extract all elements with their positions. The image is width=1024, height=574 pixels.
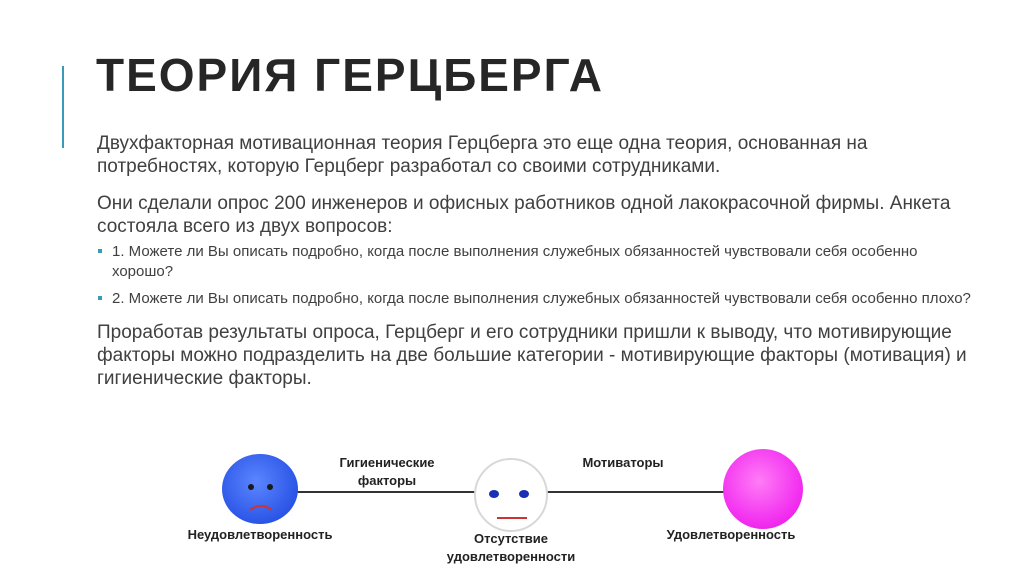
no-satisfaction-label: [421, 530, 601, 566]
question-item: [97, 289, 977, 309]
slide-title: ТЕОРИЯ ГЕРЦБЕРГА: [96, 49, 605, 101]
question-text: 1. Можете ли Вы описать подробно, когда после выполнения служебных обязанностей чувствовали себя особенно хорошо?: [112, 243, 918, 280]
motivators-label: Мотиваторы: [582, 455, 664, 470]
eye-icon: [489, 490, 499, 498]
flat-mouth-icon: [496, 516, 528, 520]
question-item: [97, 242, 977, 282]
hygiene-factors-label: [322, 454, 452, 490]
question-text: 2. Можете ли Вы описать подробно, когда после выполнения служебных обязанностей чувствовали себя особенно плохо?: [112, 290, 971, 307]
sad-face-icon: [222, 454, 298, 524]
hygiene-label-line1: Гигиенические: [339, 455, 435, 470]
title-accent-bar: [62, 66, 64, 148]
question-list: [97, 242, 977, 309]
eye-icon: [267, 484, 273, 490]
middle-label-line2: удовлетворенности: [446, 549, 576, 564]
eye-icon: [248, 484, 254, 490]
square-bullet-icon: [98, 249, 102, 253]
eye-icon: [519, 490, 529, 498]
middle-label-line1: Отсутствие: [474, 531, 548, 546]
hygiene-label-line2: факторы: [357, 473, 417, 488]
neutral-face-icon: [474, 458, 548, 532]
herzberg-diagram: [0, 448, 1024, 574]
dissatisfaction-label: Неудовлетворенность: [187, 527, 333, 542]
square-bullet-icon: [98, 296, 102, 300]
conclusion-paragraph: Проработав результаты опроса, Герцберг и его сотрудники пришли к выводу, что мотивирующие факторы можно подразделить на две большие категории - мотивирующие факторы (мотивация) и гигиенические факторы.: [97, 322, 967, 389]
frown-mouth-icon: [248, 502, 274, 512]
happy-face-icon: [723, 449, 803, 529]
slide-content: [97, 132, 977, 390]
satisfaction-label: Удовлетворенность: [666, 527, 796, 542]
intro-paragraph: Двухфакторная мотивационная теория Герцберга это еще одна теория, основанная на потребностях, которую Герцберг разработал со своими сотрудниками.: [97, 133, 868, 177]
survey-paragraph: Они сделали опрос 200 инженеров и офисных работников одной лакокрасочной фирмы. Анкета состояла всего из двух вопросов:: [97, 193, 951, 237]
